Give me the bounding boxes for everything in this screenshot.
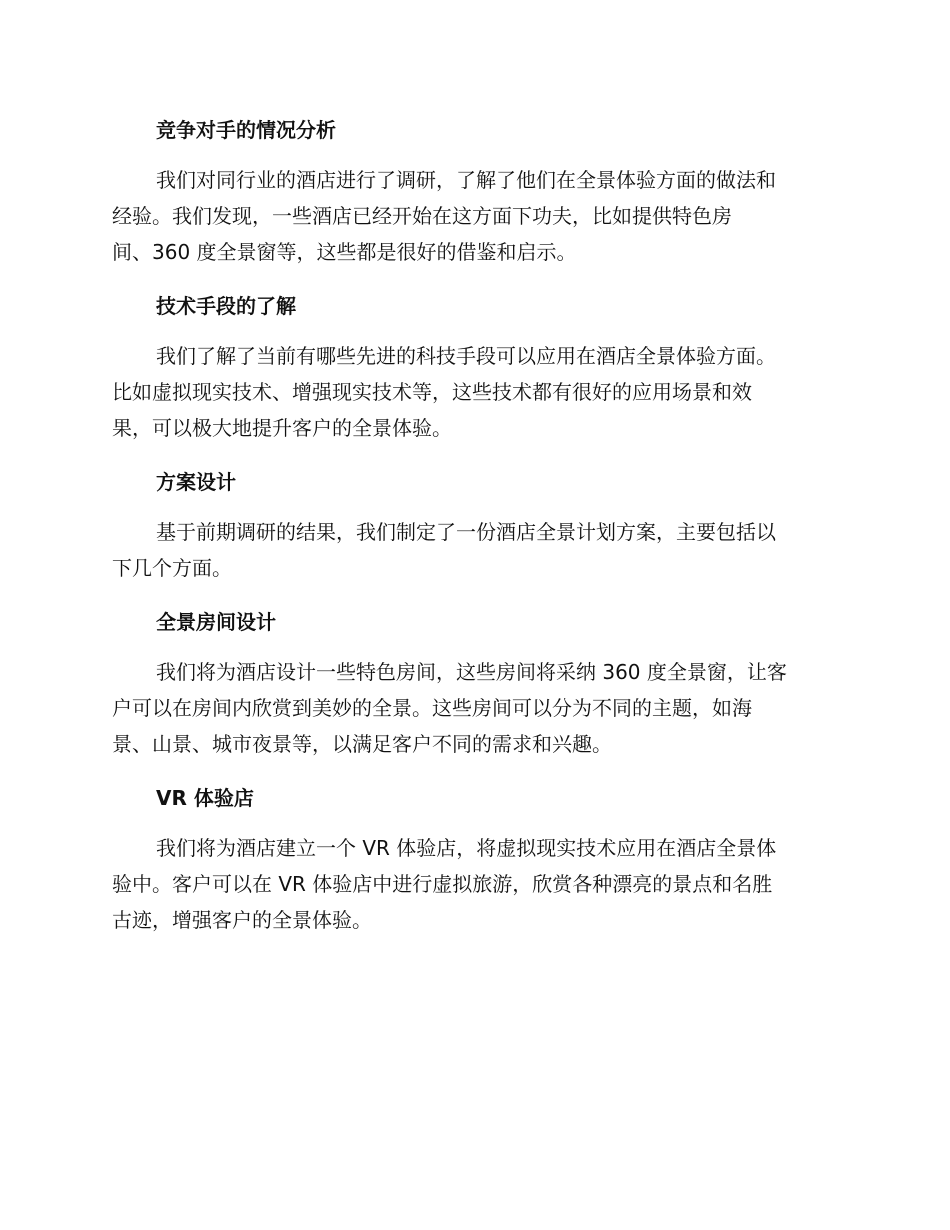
paragraph-line: 验中。客户可以在 VR 体验店中进行虚拟旅游，欣赏各种漂亮的景点和名胜 [112,872,773,896]
paragraph-line: 我们将为酒店设计一些特色房间，这些房间将采纳 360 度全景窗，让客 [156,660,787,684]
section-paragraph [112,162,834,270]
paragraph-line: 古迹，增强客户的全景体验。 [112,908,372,932]
paragraph-line: 基于前期调研的结果，我们制定了一份酒店全景计划方案，主要包括以 [156,520,776,544]
paragraph-line: 我们了解了当前有哪些先进的科技手段可以应用在酒店全景体验方面。 [156,344,776,368]
section-heading: 技术手段的了解 [156,294,296,318]
section-paragraph [112,338,834,446]
section-heading: 全景房间设计 [156,610,276,634]
section-vr-experience-store [112,780,834,938]
paragraph-line: 景、山景、城市夜景等，以满足客户不同的需求和兴趣。 [112,732,612,756]
section-heading: VR 体验店 [156,786,254,810]
paragraph-line: 户可以在房间内欣赏到美妙的全景。这些房间可以分为不同的主题，如海 [112,696,752,720]
section-paragraph [112,654,834,762]
section-competitor-analysis [112,112,834,288]
section-paragraph [112,514,834,586]
paragraph-line: 间、360 度全景窗等，这些都是很好的借鉴和启示。 [112,240,577,264]
section-plan-design [112,464,834,604]
document-body [112,112,834,938]
section-panoramic-room-design [112,604,834,780]
section-paragraph [112,830,834,938]
paragraph-line: 下几个方面。 [112,556,232,580]
paragraph-line: 经验。我们发现，一些酒店已经开始在这方面下功夫，比如提供特色房 [112,204,732,228]
paragraph-line: 我们将为酒店建立一个 VR 体验店，将虚拟现实技术应用在酒店全景体 [156,836,777,860]
paragraph-line: 果，可以极大地提升客户的全景体验。 [112,416,452,440]
section-heading: 方案设计 [156,470,236,494]
section-tech-understanding [112,288,834,464]
paragraph-line: 我们对同行业的酒店进行了调研，了解了他们在全景体验方面的做法和 [156,168,776,192]
paragraph-line: 比如虚拟现实技术、增强现实技术等，这些技术都有很好的应用场景和效 [112,380,752,404]
section-heading: 竞争对手的情况分析 [156,118,336,142]
